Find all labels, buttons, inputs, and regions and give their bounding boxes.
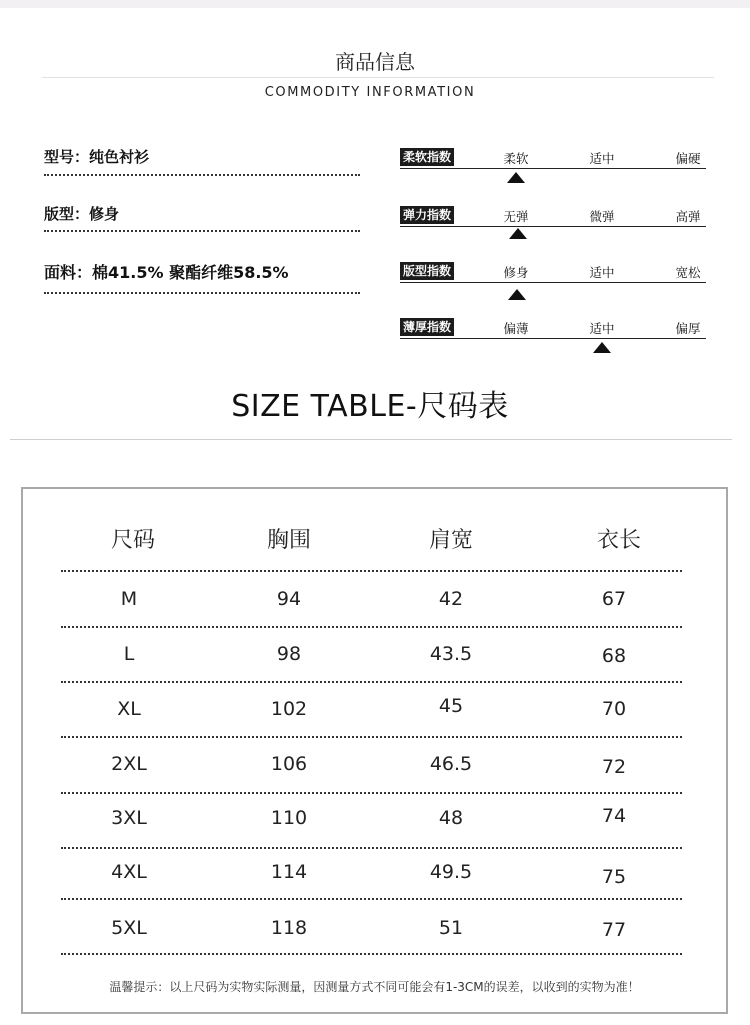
title-divider (42, 77, 714, 78)
cell-length: 75 (601, 866, 627, 888)
index-fit (400, 262, 706, 282)
attr-fabric: 面料：棉41.5% 聚酯纤维58.5% (44, 263, 289, 282)
cell-shoulder: 46.5 (429, 753, 473, 775)
header-shoulder: 肩宽 (428, 528, 473, 553)
index-marker-icon (508, 289, 526, 300)
cell-shoulder: 43.5 (429, 643, 473, 665)
cell-chest: 94 (276, 588, 302, 610)
cell-shoulder: 45 (438, 695, 464, 717)
cell-chest: 102 (270, 698, 308, 720)
row-divider (61, 681, 682, 683)
top-band (0, 0, 750, 8)
index-softness (400, 148, 706, 168)
section-title: 商品信息 (335, 50, 415, 74)
cell-size: 5XL (111, 917, 147, 939)
row-divider (61, 953, 682, 955)
index-scale-line (400, 226, 706, 227)
index-marker-icon (593, 342, 611, 353)
index-option: 偏厚 (675, 321, 701, 336)
cell-length: 68 (601, 645, 627, 667)
index-option: 微弹 (589, 209, 615, 224)
cell-chest: 106 (270, 753, 308, 775)
cell-shoulder: 51 (438, 917, 464, 939)
cell-chest: 98 (276, 643, 302, 665)
cell-size: 4XL (111, 861, 147, 883)
index-scale-line (400, 338, 706, 339)
index-marker-icon (509, 228, 527, 239)
cell-size: 2XL (111, 753, 147, 775)
index-marker-icon (507, 172, 525, 183)
index-option: 高弹 (675, 209, 701, 224)
header-chest: 胸围 (266, 528, 311, 553)
index-option: 无弹 (503, 209, 529, 224)
cell-length: 72 (601, 756, 627, 778)
index-tag: 弹力指数 (400, 206, 454, 224)
section-subtitle: COMMODITY INFORMATION (264, 85, 476, 100)
size-table-title: SIZE TABLE-尺码表 (231, 389, 509, 424)
cell-chest: 114 (270, 861, 308, 883)
attr-divider (44, 174, 360, 176)
index-option: 适中 (589, 265, 615, 280)
index-elasticity (400, 206, 706, 226)
index-option: 柔软 (503, 151, 529, 166)
cell-shoulder: 42 (438, 588, 464, 610)
index-scale-line (400, 282, 706, 283)
row-divider (61, 736, 682, 738)
cell-chest: 110 (270, 807, 308, 829)
cell-shoulder: 49.5 (429, 861, 473, 883)
header-size: 尺码 (110, 528, 155, 553)
attr-model: 型号：纯色衬衫 (44, 148, 150, 166)
header-length: 衣长 (596, 528, 641, 553)
index-option: 适中 (589, 151, 615, 166)
index-thickness (400, 318, 706, 338)
cell-size: L (123, 643, 135, 665)
index-option: 偏薄 (503, 321, 529, 336)
index-tag: 薄厚指数 (400, 318, 454, 336)
index-tag: 版型指数 (400, 262, 454, 280)
row-divider (61, 898, 682, 900)
attr-fit: 版型：修身 (44, 205, 120, 223)
index-option: 修身 (503, 265, 529, 280)
cell-length: 74 (601, 805, 627, 827)
attr-divider (44, 230, 360, 232)
attr-divider (44, 292, 360, 294)
cell-length: 77 (601, 919, 627, 941)
size-table (21, 487, 728, 1014)
row-divider (61, 570, 682, 572)
cell-length: 67 (601, 588, 627, 610)
cell-shoulder: 48 (438, 807, 464, 829)
index-tag: 柔软指数 (400, 148, 454, 166)
cell-size: 3XL (111, 807, 147, 829)
index-option: 宽松 (675, 265, 701, 280)
row-divider (61, 847, 682, 849)
section-divider (10, 439, 732, 440)
cell-size: M (120, 588, 138, 610)
cell-length: 70 (601, 698, 627, 720)
index-option: 偏硬 (675, 151, 701, 166)
row-divider (61, 792, 682, 794)
cell-size: XL (117, 698, 141, 720)
size-footnote: 温馨提示：以上尺码为实物实际测量，因测量方式不同可能会有1-3CM的误差，以收到的实物为准！ (109, 980, 640, 994)
index-option: 适中 (589, 321, 615, 336)
cell-chest: 118 (270, 917, 308, 939)
index-scale-line (400, 168, 706, 169)
row-divider (61, 626, 682, 628)
